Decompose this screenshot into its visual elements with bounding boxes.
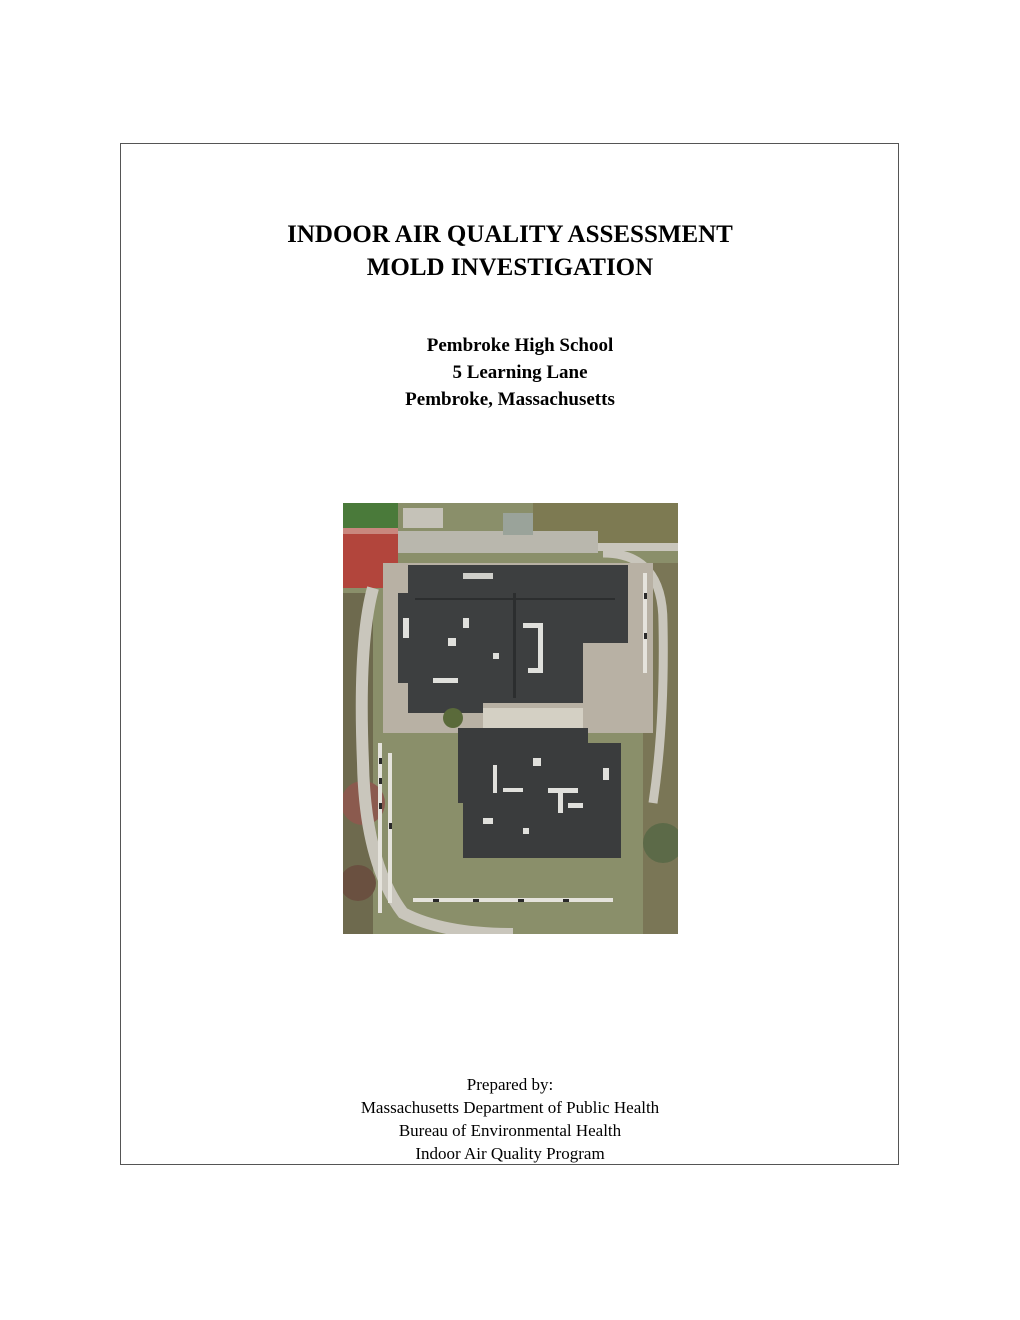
- report-title: [0, 218, 1020, 284]
- title-line-1: INDOOR AIR QUALITY ASSESSMENT: [287, 221, 733, 248]
- prepared-by-label: Prepared by:: [466, 1075, 554, 1094]
- prepared-by-org: Massachusetts Department of Public Health: [360, 1098, 660, 1117]
- school-city: Pembroke, Massachusetts: [405, 389, 615, 410]
- school-address: [0, 332, 1020, 413]
- aerial-photo: [343, 503, 678, 934]
- prepared-by-block: [0, 1073, 1020, 1165]
- school-name: Pembroke High School: [426, 335, 614, 356]
- prepared-by-bureau: Bureau of Environmental Health: [398, 1121, 622, 1140]
- prepared-by-program: Indoor Air Quality Program: [415, 1144, 605, 1163]
- school-street: 5 Learning Lane: [452, 362, 588, 383]
- title-line-2: MOLD INVESTIGATION: [366, 254, 654, 281]
